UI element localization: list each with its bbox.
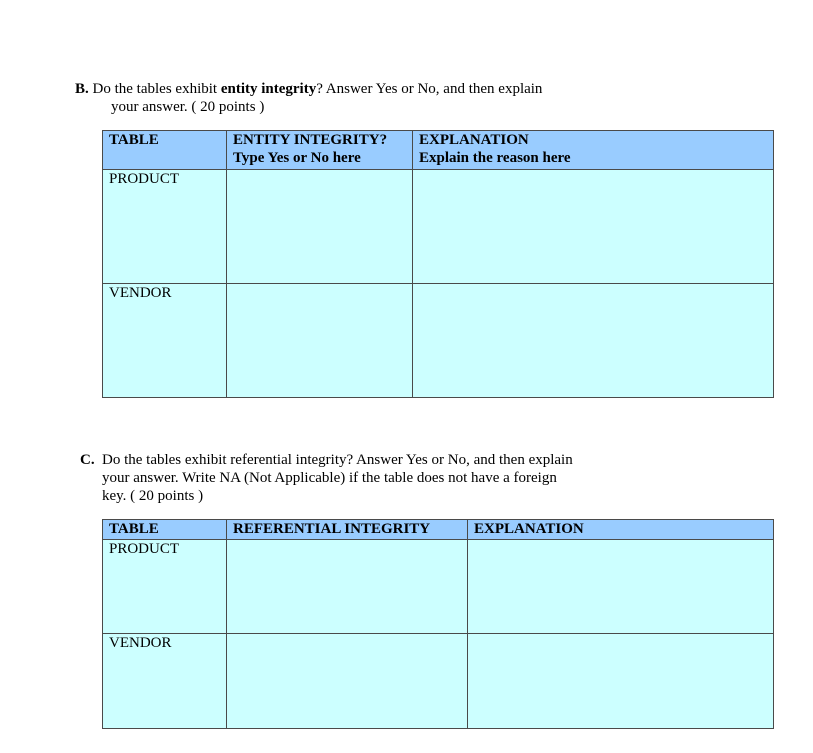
header-table-line1: TABLE (109, 132, 159, 148)
question-b-text-pre: Do the tables exhibit (88, 81, 221, 97)
table-row (103, 540, 774, 634)
header-referential-integrity: REFERENTIAL INTEGRITY (227, 520, 468, 540)
header-entity-integrity-line2: Type Yes or No here (233, 150, 361, 166)
question-c-label: C. (80, 452, 95, 468)
table-header-row (103, 131, 774, 170)
question-c-line1: Do the tables exhibit referential integrity? Answer Yes or No, and then explain (102, 452, 573, 468)
referential-integrity-table (102, 519, 774, 729)
header-entity-integrity (227, 131, 413, 170)
header-explanation-line1: EXPLANATION (419, 132, 529, 148)
question-b-line1 (75, 80, 635, 98)
table-row (103, 170, 774, 284)
question-b (75, 80, 635, 116)
question-c-line3: key. ( 20 points ) (102, 488, 204, 504)
entity-integrity-table (102, 130, 774, 398)
entity-integrity-answer-cell[interactable] (227, 170, 413, 284)
referential-integrity-answer-cell[interactable] (227, 540, 468, 634)
question-b-text-bold: entity integrity (220, 81, 317, 97)
entity-integrity-answer-cell[interactable] (227, 284, 413, 398)
table-name-cell: PRODUCT (103, 540, 227, 634)
explanation-answer-cell[interactable] (468, 540, 774, 634)
question-b-label: B. (75, 81, 89, 97)
header-table: TABLE (103, 520, 227, 540)
question-b-text-post: ? Answer Yes or No, and then explain (316, 81, 543, 97)
header-table (103, 131, 227, 170)
explanation-answer-cell[interactable] (468, 634, 774, 729)
explanation-answer-cell[interactable] (413, 284, 774, 398)
table-name-cell: VENDOR (103, 634, 227, 729)
header-explanation (413, 131, 774, 170)
table-row (103, 634, 774, 729)
header-entity-integrity-line1: ENTITY INTEGRITY? (233, 132, 388, 148)
header-explanation-line2: Explain the reason here (419, 150, 571, 166)
table-name-cell: PRODUCT (103, 170, 227, 284)
question-b-line2: your answer. ( 20 points ) (111, 99, 265, 115)
header-explanation: EXPLANATION (468, 520, 774, 540)
table-name-cell: VENDOR (103, 284, 227, 398)
table-header-row (103, 520, 774, 540)
referential-integrity-answer-cell[interactable] (227, 634, 468, 729)
explanation-answer-cell[interactable] (413, 170, 774, 284)
table-row (103, 284, 774, 398)
question-c-line2: your answer. Write NA (Not Applicable) if the table does not have a foreign (102, 470, 557, 486)
